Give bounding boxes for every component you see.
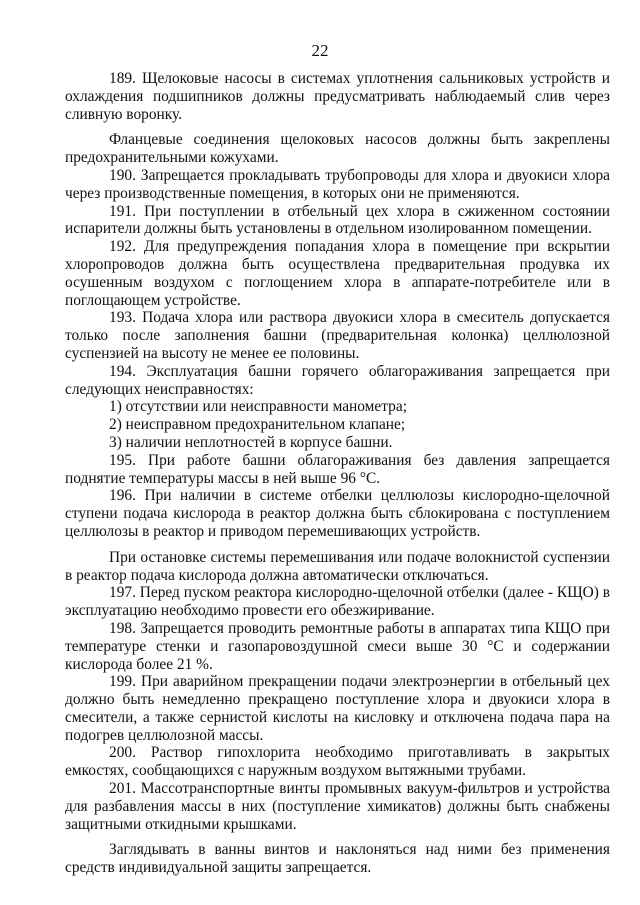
paragraph-200: 200. Раствор гипохлорита необходимо приготавливать в закрытых емкостях, сообщающихся с наружным воздухом вытяжными трубами.: [65, 744, 610, 780]
paragraph-192: 192. Для предупреждения попадания хлора в помещение при вскрытии хлоропроводов должна быть осуществлена предварительная продувка их осушенным воздухом с поглощением хлора в аппарате-потребителе или в поглощающем устройстве.: [65, 238, 610, 309]
paragraph-199: 199. При аварийном прекращении подачи электроэнергии в отбельный цех должно быть немедленно прекращено поступление хлора и двуокиси хлора в смесители, а также сернистой кислоты на кисловку и отключена подача пара на подогрев целлюлозной массы.: [65, 673, 610, 744]
paragraph-189-flanges: Фланцевые соединения щелоковых насосов должны быть закреплены предохранительными кожухами.: [65, 131, 610, 167]
paragraph-197: 197. Перед пуском реактора кислородно-щелочной отбелки (далее - КЩО) в эксплуатацию необходимо провести его обезжиривание.: [65, 584, 610, 620]
paragraph-191: 191. При поступлении в отбельный цех хлора в сжиженном состоянии испарители должны быть установлены в отдельном изолированном помещении.: [65, 202, 610, 238]
document-body: [65, 70, 610, 877]
paragraph-194: 194. Эксплуатация башни горячего облагораживания запрещается при следующих неисправностях:: [65, 362, 610, 398]
paragraph-196-stop: При остановке системы перемешивания или подаче волокнистой суспензии в реактор подача кислорода должна автоматически отключаться.: [65, 548, 610, 584]
list-item: 1) отсутствии или неисправности манометра;: [109, 398, 407, 416]
paragraph-189: 189. Щелоковые насосы в системах уплотнения сальниковых устройств и охлаждения подшипников должны предусматривать наблюдаемый слив через сливную воронку.: [65, 70, 610, 123]
list-item: 2) неисправном предохранительном клапане;: [109, 416, 406, 434]
list-item: 3) наличии неплотностей в корпусе башни.: [109, 433, 393, 451]
paragraph-196: 196. При наличии в системе отбелки целлюлозы кислородно-щелочной ступени подача кислорода в реактор должна быть сблокирована с поступлением целлюлозы в реактор и приводом перемешивающих устройств.: [65, 487, 610, 540]
paragraph-201: 201. Массотранспортные винты промывных вакуум-фильтров и устройства для разбавления массы в них (поступление химикатов) должны быть снабжены защитными откидными крышками.: [65, 780, 610, 833]
paragraph-193: 193. Подача хлора или раствора двуокиси хлора в смеситель допускается только после заполнения башни (предварительная колонка) целлюлозной суспензией на высоту не менее ее половины.: [65, 309, 610, 362]
paragraph-195: 195. При работе башни облагораживания без давления запрещается поднятие температуры массы в ней выше 96 °С.: [65, 451, 610, 487]
paragraph-198: 198. Запрещается проводить ремонтные работы в аппаратах типа КЩО при температуре стенки и газопаровоздушной смеси выше 30 °С и содержании кислорода более 21 %.: [65, 619, 610, 673]
page-number: 22: [311, 41, 329, 60]
paragraph-201-warning: Заглядывать в ванны винтов и наклоняться над ними без применения средств индивидуальной защиты запрещается.: [65, 841, 610, 877]
paragraph-190: 190. Запрещается прокладывать трубопроводы для хлора и двуокиси хлора через производственные помещения, в которых они не применяются.: [65, 166, 610, 202]
